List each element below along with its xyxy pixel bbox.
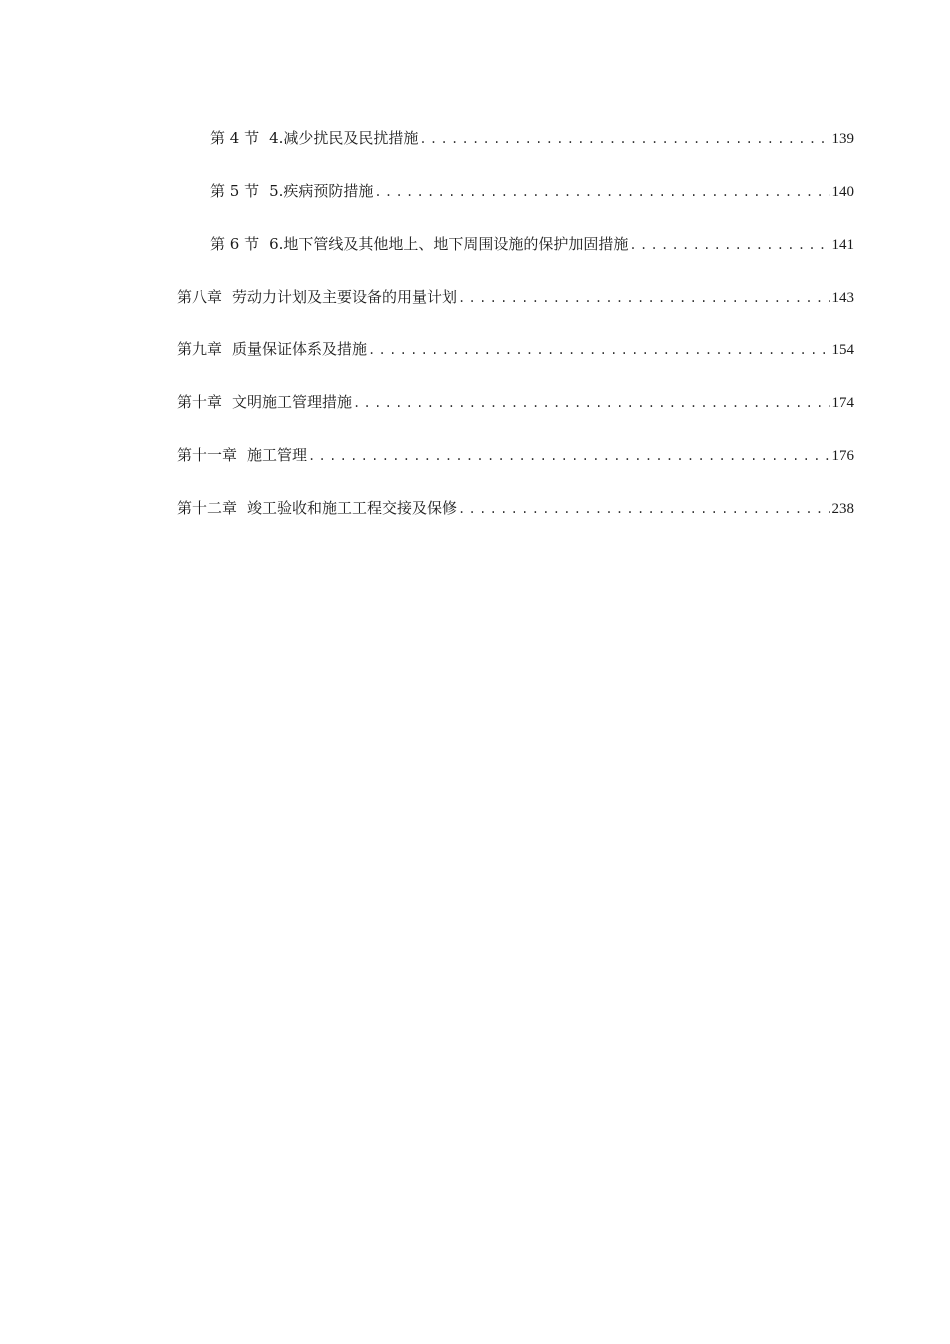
toc-entry-chapter-11[interactable] xyxy=(177,445,854,465)
toc-entry-label xyxy=(177,445,307,465)
toc-entry-title: 竣工验收和施工工程交接及保修 xyxy=(247,499,458,517)
toc-entry-prefix: 第十二章 xyxy=(177,499,238,517)
toc-entry-prefix: 第 6 节 xyxy=(210,235,260,253)
toc-entry-prefix: 第 5 节 xyxy=(210,182,260,200)
toc-entry-page-number: 143 xyxy=(831,290,854,306)
toc-entry-title: 劳动力计划及主要设备的用量计划 xyxy=(232,288,458,306)
toc-entry-page-number: 176 xyxy=(831,448,854,464)
toc-dot-leader xyxy=(368,340,829,360)
toc-entry-section-6[interactable] xyxy=(210,234,854,254)
toc-entry-page-number: 140 xyxy=(831,184,854,200)
toc-entry-label xyxy=(210,181,373,201)
toc-entry-label xyxy=(177,287,457,307)
toc-entry-label xyxy=(177,339,367,359)
toc-entry-chapter-8[interactable] xyxy=(177,287,854,307)
toc-entry-label xyxy=(177,392,352,412)
toc-entry-page-number: 139 xyxy=(831,131,854,147)
toc-dot-leader xyxy=(308,446,829,466)
toc-entry-prefix: 第 4 节 xyxy=(210,129,260,147)
toc-dot-leader xyxy=(458,499,829,519)
toc-entry-title: 文明施工管理措施 xyxy=(232,393,353,411)
toc-entry-chapter-10[interactable] xyxy=(177,392,854,412)
toc-entry-chapter-9[interactable] xyxy=(177,339,854,359)
toc-entry-prefix: 第十章 xyxy=(177,393,223,411)
toc-entry-page-number: 174 xyxy=(831,395,854,411)
toc-entry-prefix: 第八章 xyxy=(177,288,223,306)
toc-dot-leader xyxy=(353,393,829,413)
toc-entry-chapter-12[interactable] xyxy=(177,498,854,518)
toc-entry-page-number: 141 xyxy=(831,237,854,253)
toc-dot-leader xyxy=(374,182,829,202)
toc-dot-leader xyxy=(629,235,829,255)
toc-entry-section-5[interactable] xyxy=(210,181,854,201)
toc-dot-leader xyxy=(419,129,829,149)
toc-entry-label xyxy=(210,234,628,254)
toc-entry-prefix: 第十一章 xyxy=(177,446,238,464)
toc-entry-section-4[interactable] xyxy=(210,128,854,148)
toc-entry-title: 施工管理 xyxy=(247,446,308,464)
toc-entry-title: 5.疾病预防措施 xyxy=(269,182,374,200)
toc-entry-title: 4.减少扰民及民扰措施 xyxy=(269,129,419,147)
toc-entry-title: 6.地下管线及其他地上、地下周围设施的保护加固措施 xyxy=(269,235,629,253)
toc-entry-page-number: 154 xyxy=(831,342,854,358)
toc-entry-title: 质量保证体系及措施 xyxy=(232,340,368,358)
toc-dot-leader xyxy=(458,288,829,308)
toc-entry-prefix: 第九章 xyxy=(177,340,223,358)
toc-entry-label xyxy=(210,128,418,148)
toc-entry-page-number: 238 xyxy=(831,501,854,517)
toc-entry-label xyxy=(177,498,457,518)
